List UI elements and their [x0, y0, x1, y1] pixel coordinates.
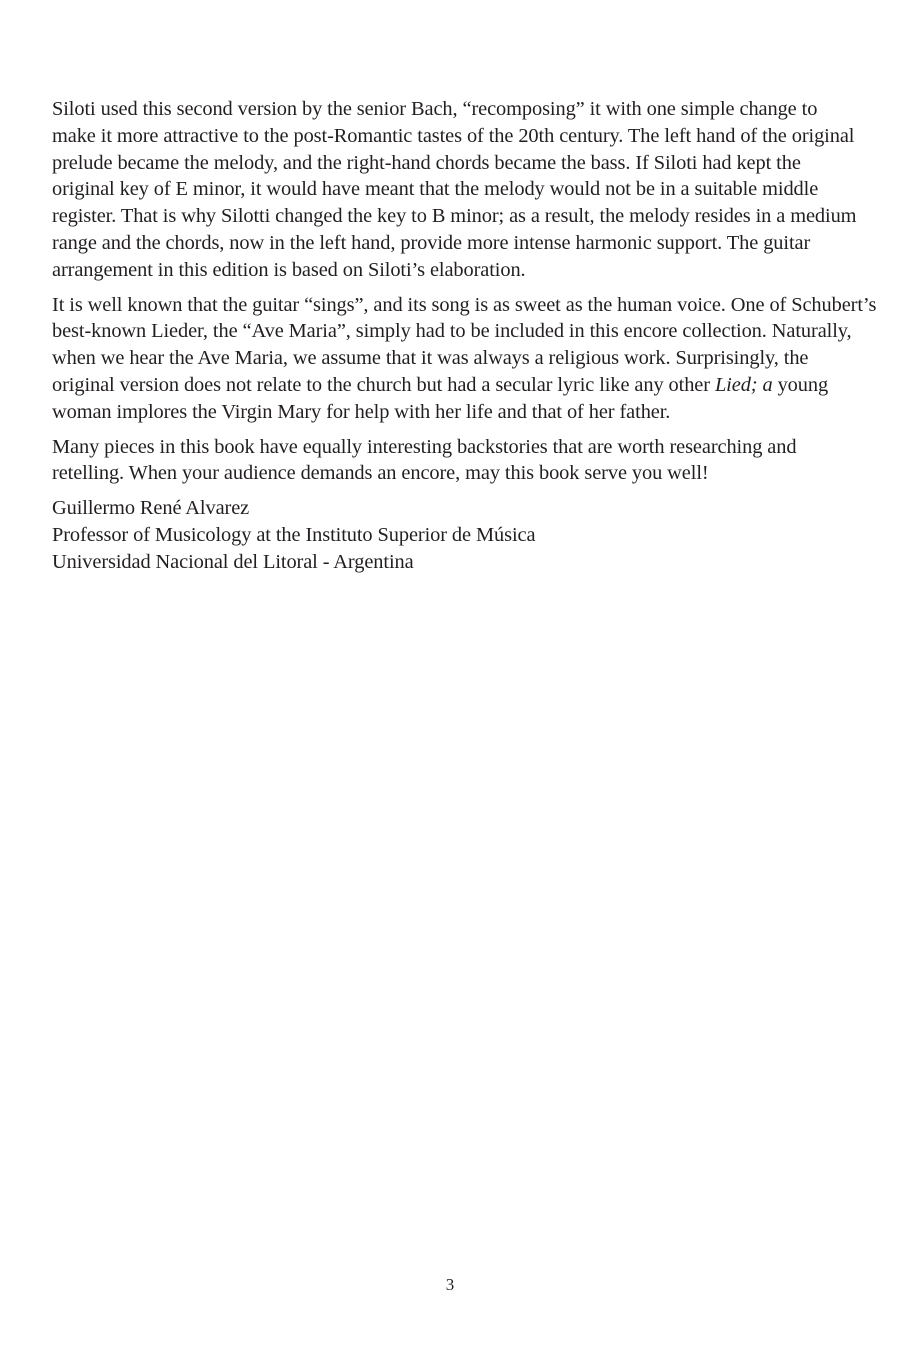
author-signature — [52, 495, 852, 575]
italic-term: Lied; a — [714, 373, 773, 396]
text-line: It is well known that the guitar “sings”, and its song is as sweet as the human voice. One of Schubert’s — [52, 293, 877, 316]
text-line: register. That is why Silotti changed the key to B minor; as a result, the melody resides in a medium — [52, 205, 857, 228]
page-body — [52, 96, 877, 584]
text-line: best-known Lieder, the “Ave Maria”, simply had to be included in this encore collection. Naturally, — [52, 320, 852, 343]
paragraph-ave-maria — [52, 292, 877, 426]
text-segment: original version does not relate to the church but had a secular lyric like any other — [52, 373, 715, 396]
text-line: Siloti used this second version by the senior Bach, “recomposing” it with one simple change to — [52, 98, 818, 120]
text-line: arrangement in this edition is based on Siloti’s elaboration. — [52, 258, 526, 281]
paragraph-siloti — [52, 96, 857, 284]
text-line: Many pieces in this book have equally interesting backstories that are worth researching and — [52, 435, 797, 458]
text-line: woman implores the Virgin Mary for help with her life and that of her father. — [52, 400, 671, 423]
text-line: original key of E minor, it would have meant that the melody would not be in a suitable middle — [52, 178, 819, 201]
text-line: make it more attractive to the post-Romantic tastes of the 20th century. The left hand of the original — [52, 124, 855, 147]
text-line: range and the chords, now in the left hand, provide more intense harmonic support. The guitar — [52, 231, 811, 254]
author-name: Guillermo René Alvarez — [52, 497, 250, 520]
page-number: 3 — [445, 1275, 455, 1294]
paragraph-closing — [52, 434, 852, 488]
text-line: prelude became the melody, and the right-hand chords became the bass. If Siloti had kept the — [52, 151, 801, 174]
text-segment: young — [772, 373, 829, 396]
text-line — [52, 372, 852, 399]
text-line: retelling. When your audience demands an encore, may this book serve you well! — [52, 462, 709, 485]
author-title: Professor of Musicology at the Instituto Superior de Música — [52, 523, 536, 546]
text-line: when we hear the Ave Maria, we assume that it was always a religious work. Surprisingly, the — [52, 347, 809, 370]
author-institution: Universidad Nacional del Litoral - Argentina — [52, 550, 414, 573]
